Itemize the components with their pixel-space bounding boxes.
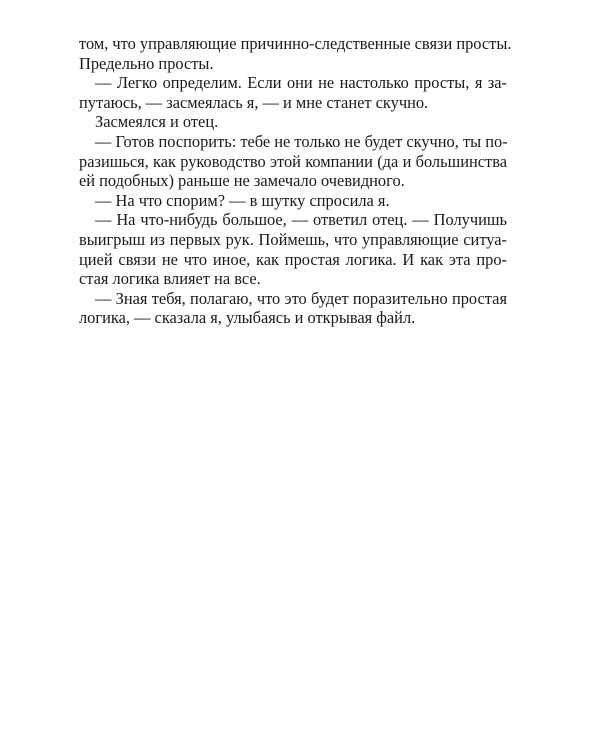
text-line: — Легко определим. Если они не настолько просты, я за- — [95, 73, 507, 93]
book-page-text — [79, 34, 512, 328]
text-line: том, что управляющие причинно-следственные связи просты. — [79, 34, 512, 53]
text-line: — Готов поспорить: тебе не только не будет скучно, ты по- — [95, 131, 508, 151]
text-line: Предельно просты. — [79, 53, 214, 73]
text-line: стая логика влияет на все. — [79, 269, 261, 289]
text-line: разишься, как руководство этой компании (да и большинства — [79, 151, 507, 171]
text-line: путаюсь, — засмеялась я, — и мне станет скучно. — [79, 92, 429, 112]
text-line: ей подобных) раньше не замечало очевидного. — [79, 171, 405, 191]
text-line: выигрыш из первых рук. Поймешь, что управляющие ситуа- — [79, 229, 507, 249]
text-line: — На что спорим? — в шутку спросила я. — [95, 190, 390, 210]
text-line: — Зная тебя, полагаю, что это будет поразительно простая — [95, 288, 507, 308]
text-line: логика, — сказала я, улыбаясь и открывая файл. — [79, 308, 416, 328]
text-line: цией связи не что иное, как простая логика. И как эта про- — [79, 249, 507, 269]
text-line: — На что-нибудь большое, — ответил отец. — Получишь — [95, 210, 507, 230]
text-line: Засмеялся и отец. — [95, 112, 219, 132]
